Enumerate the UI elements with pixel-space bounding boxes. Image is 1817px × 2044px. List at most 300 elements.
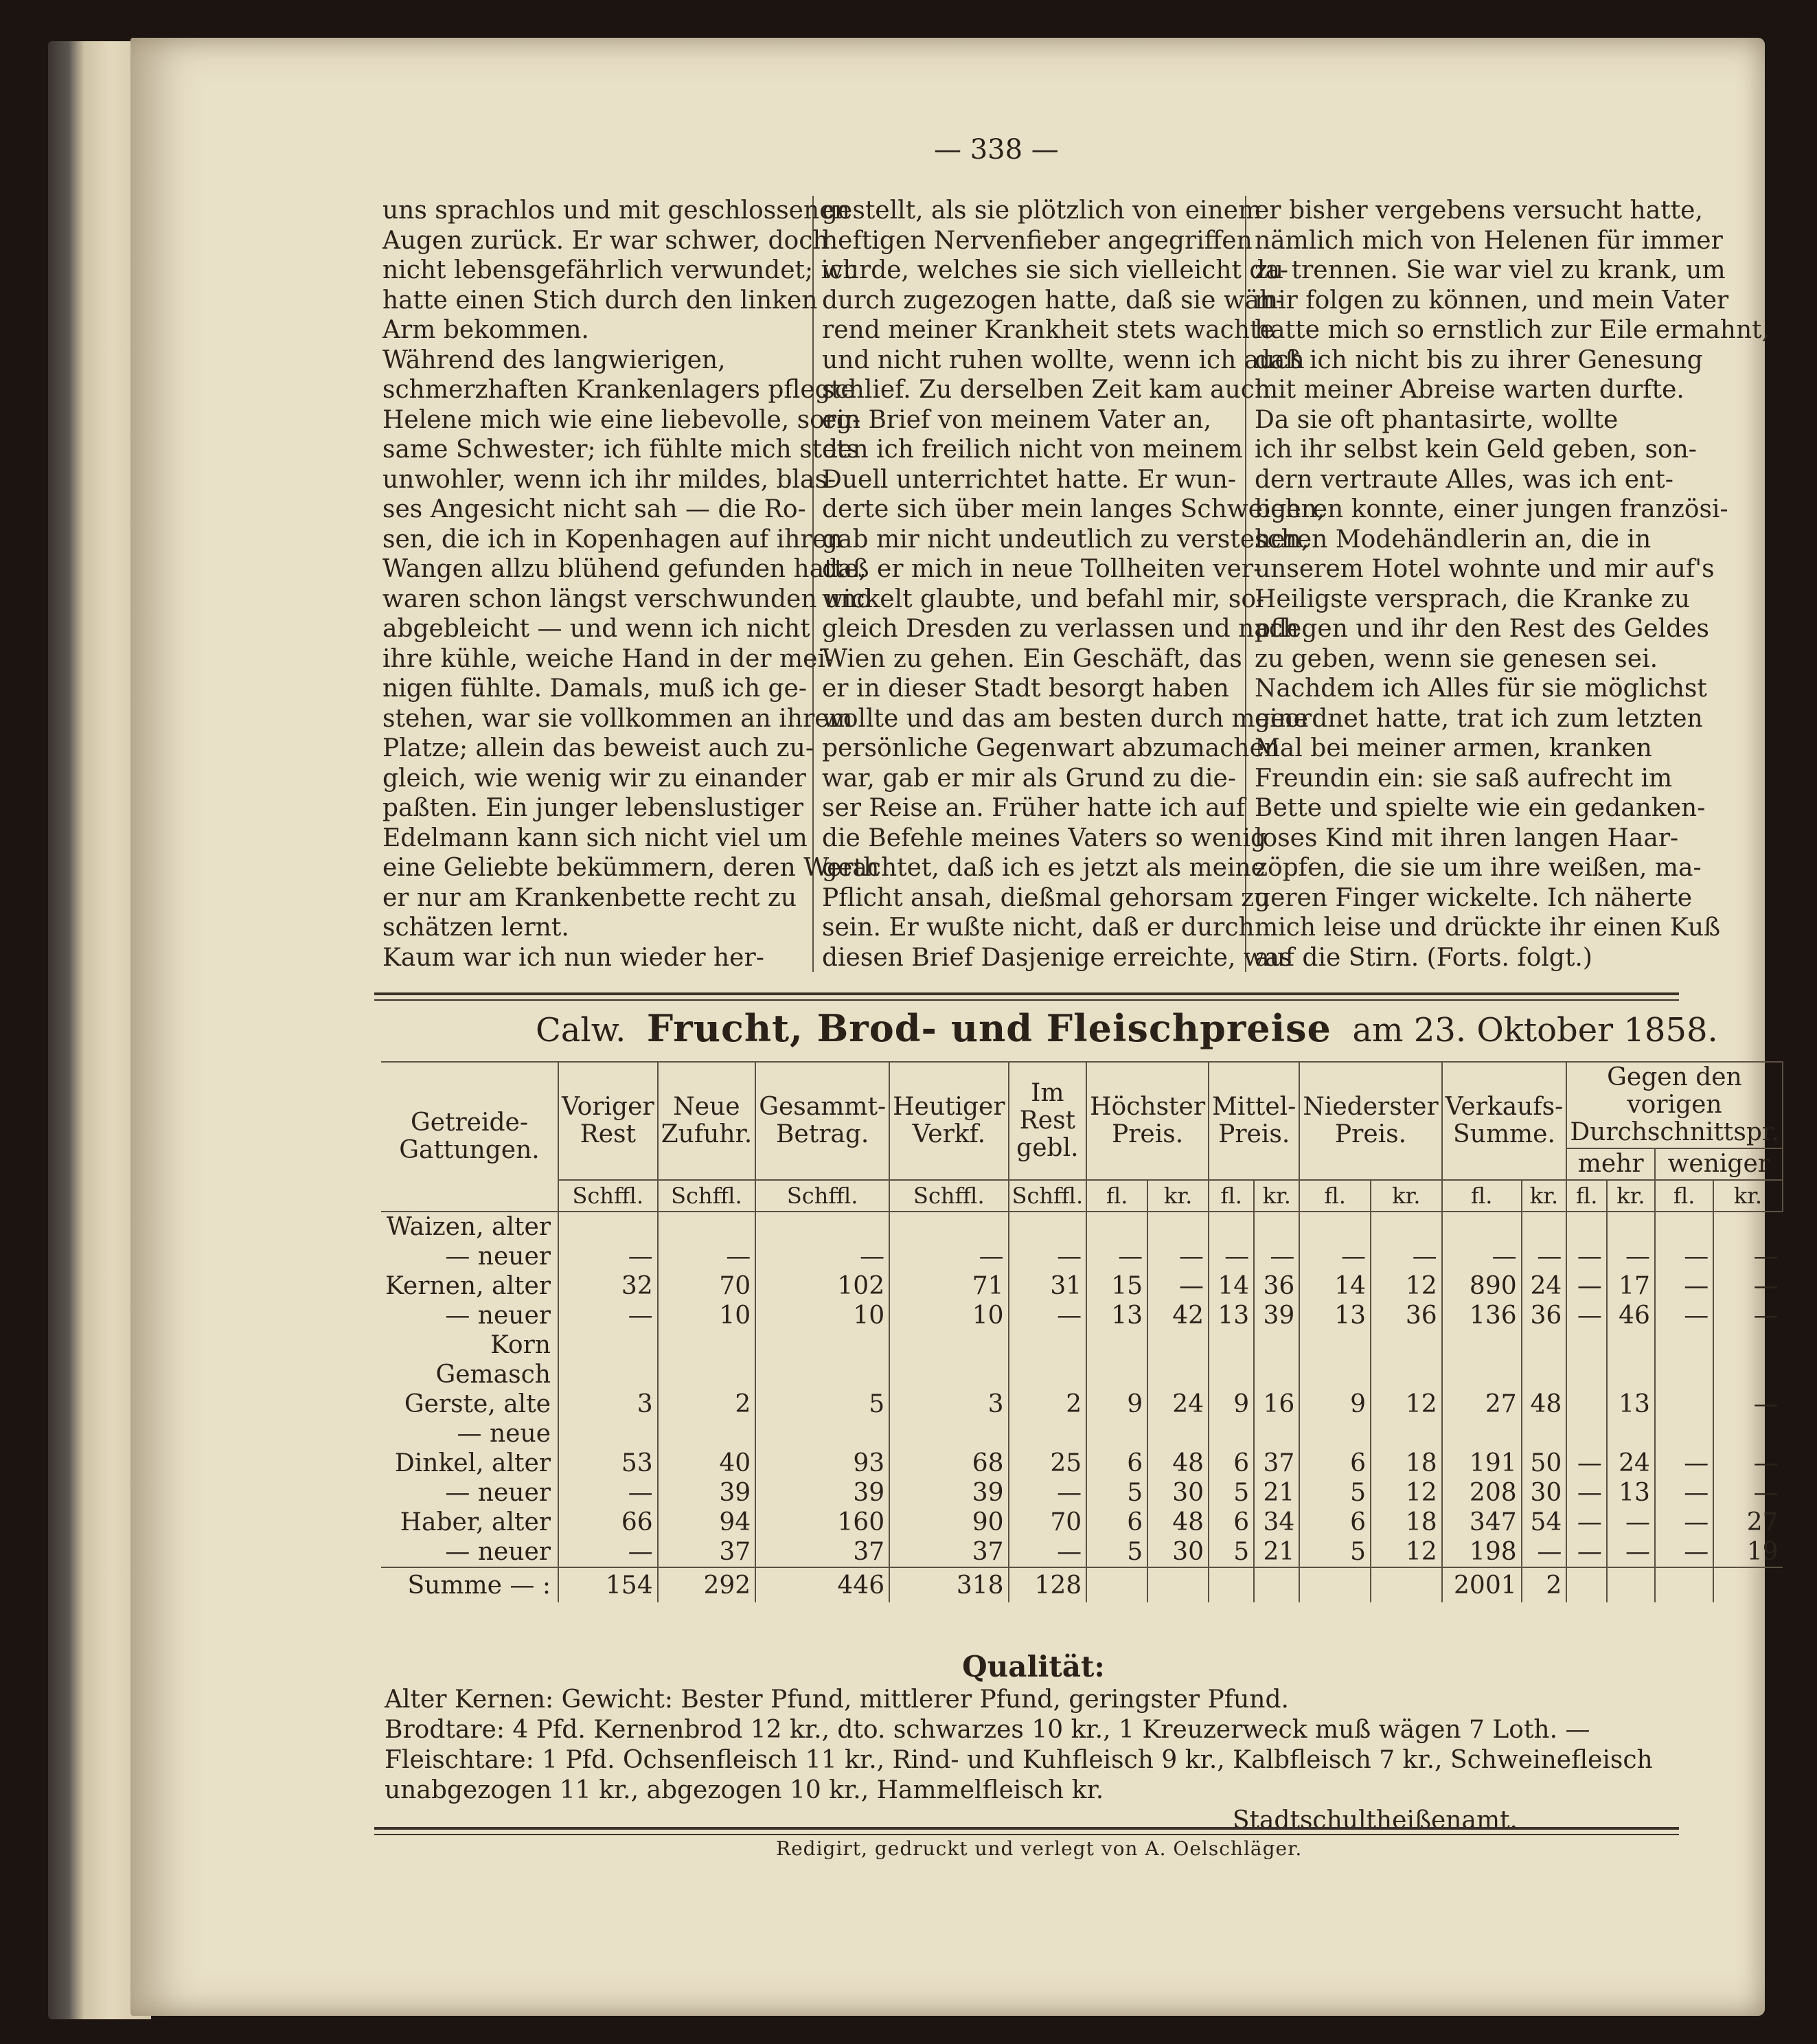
text-line: Nachdem ich Alles für sie möglichst xyxy=(1255,674,1707,703)
table-cell: 17 xyxy=(1607,1271,1655,1301)
text-line: stehen, war sie vollkommen an ihrem xyxy=(382,704,853,733)
table-cell: 5 xyxy=(1086,1478,1147,1508)
table-cell: 46 xyxy=(1607,1301,1655,1330)
text-line: loses Kind mit ihren langen Haar- xyxy=(1255,824,1679,852)
text-line: derte sich über mein langes Schweigen, xyxy=(822,495,1325,523)
text-line: Da sie oft phantasirte, wollte xyxy=(1255,405,1619,434)
table-cell xyxy=(1713,1419,1782,1449)
table-cell: 2 xyxy=(658,1389,756,1419)
table-cell xyxy=(1371,1360,1442,1389)
header-sales-total: Verkaufs-Summe. xyxy=(1442,1062,1567,1180)
table-row xyxy=(381,1330,1783,1360)
table-cell xyxy=(1655,1419,1713,1449)
table-cell xyxy=(889,1419,1008,1449)
table-cell: 39 xyxy=(889,1478,1008,1508)
text-line: Bette und spielte wie ein gedanken- xyxy=(1255,794,1706,822)
text-line: Freundin ein: sie saß aufrecht im xyxy=(1255,764,1673,793)
table-cell: — xyxy=(1209,1242,1254,1271)
unit-header: fl. xyxy=(1086,1180,1147,1212)
unit-header: kr. xyxy=(1371,1180,1442,1212)
table-cell: 5 xyxy=(1299,1478,1371,1508)
table-cell: 160 xyxy=(755,1508,889,1537)
sum-row xyxy=(381,1567,1783,1602)
text-line: durch zugezogen hatte, daß sie wäh- xyxy=(822,286,1284,315)
unit-header: fl. xyxy=(1566,1180,1607,1212)
text-line: sein. Er wußte nicht, daß er durch xyxy=(822,913,1255,942)
table-cell: 34 xyxy=(1254,1508,1299,1537)
table-cell: 21 xyxy=(1254,1537,1299,1567)
table-cell: 39 xyxy=(1254,1301,1299,1330)
table-cell: 9 xyxy=(1086,1389,1147,1419)
table-cell: 54 xyxy=(1522,1508,1567,1537)
table-cell xyxy=(1086,1330,1147,1360)
table-cell: 14 xyxy=(1209,1271,1254,1301)
table-cell xyxy=(1607,1212,1655,1242)
sum-cell xyxy=(1147,1567,1209,1602)
text-line: daß er mich in neue Tollheiten ver- xyxy=(822,555,1262,583)
table-cell xyxy=(1607,1419,1655,1449)
sum-cell: 318 xyxy=(889,1567,1008,1602)
table-cell xyxy=(1522,1360,1567,1389)
grain-name: — neue xyxy=(457,1420,551,1448)
table-cell xyxy=(1147,1212,1209,1242)
table-cell: — xyxy=(1655,1537,1713,1567)
text-line: nigen fühlte. Damals, muß ich ge- xyxy=(382,674,807,703)
unit-header: kr. xyxy=(1713,1180,1782,1212)
table-cell: — xyxy=(1009,1537,1087,1567)
text-line: gab mir nicht undeutlich zu verstehen, xyxy=(822,525,1310,554)
table-cell: — xyxy=(1566,1449,1607,1478)
table-cell: — xyxy=(889,1242,1008,1271)
table-cell: 53 xyxy=(558,1449,658,1478)
table-cell: 18 xyxy=(1371,1449,1442,1478)
table-row xyxy=(381,1478,1783,1508)
table-cell xyxy=(1607,1360,1655,1389)
table-cell: 68 xyxy=(889,1449,1008,1478)
table-row xyxy=(381,1449,1783,1478)
text-line: gestellt, als sie plötzlich von einem xyxy=(822,196,1262,225)
table-cell xyxy=(1522,1212,1567,1242)
table-cell xyxy=(755,1330,889,1360)
sum-cell xyxy=(1566,1567,1607,1602)
header-more: mehr xyxy=(1566,1148,1655,1180)
table-cell: 9 xyxy=(1299,1389,1371,1419)
table-cell: 890 xyxy=(1442,1271,1522,1301)
text-line: Während des langwierigen, xyxy=(382,345,726,374)
table-cell: 2 xyxy=(1009,1389,1087,1419)
table-cell xyxy=(1009,1360,1087,1389)
header-lowest-price: Niederster Preis. xyxy=(1299,1062,1441,1180)
text-line: ihre kühle, weiche Hand in der mei- xyxy=(382,644,834,673)
header-sold-today: Heutiger Verkf. xyxy=(889,1062,1008,1180)
table-cell xyxy=(558,1419,658,1449)
text-line: daß ich nicht bis zu ihrer Genesung xyxy=(1255,345,1703,374)
table-cell: 208 xyxy=(1442,1478,1522,1508)
table-cell xyxy=(1009,1212,1087,1242)
table-row xyxy=(381,1537,1783,1567)
table-cell xyxy=(1371,1330,1442,1360)
table-cell: — xyxy=(1713,1389,1782,1419)
table-cell: 30 xyxy=(1147,1537,1209,1567)
table-cell: 66 xyxy=(558,1508,658,1537)
table-row xyxy=(381,1389,1783,1419)
table-cell: — xyxy=(1147,1271,1209,1301)
text-line: die Befehle meines Vaters so wenig xyxy=(822,824,1267,852)
table-cell: 13 xyxy=(1209,1301,1254,1330)
table-cell: — xyxy=(1655,1301,1713,1330)
sum-cell: 128 xyxy=(1009,1567,1087,1602)
text-line: Mal bei meiner armen, kranken xyxy=(1255,734,1652,762)
table-cell: 50 xyxy=(1522,1449,1567,1478)
table-cell: 13 xyxy=(1299,1301,1371,1330)
text-line: schen Modehändlerin an, die in xyxy=(1255,525,1652,554)
meat-tariff: Fleischtare: 1 Pfd. Ochsenfleisch 11 kr., Rind- und Kuhfleisch 9 kr., Kalbfleisch 7 kr., Schweinefleisch xyxy=(385,1746,1653,1774)
text-line: Pflicht ansah, dießmal gehorsam zu xyxy=(822,883,1270,912)
table-cell: — xyxy=(1566,1478,1607,1508)
unit-header: Schffl. xyxy=(889,1180,1008,1212)
sum-cell xyxy=(1086,1567,1147,1602)
text-line: sen, die ich in Kopenhagen auf ihren xyxy=(382,525,843,554)
table-cell: 12 xyxy=(1371,1537,1442,1567)
table-cell: 13 xyxy=(1607,1478,1655,1508)
title-date: am 23. Oktober 1858. xyxy=(1352,1011,1718,1049)
table-cell xyxy=(1607,1330,1655,1360)
unit-header: Schffl. xyxy=(755,1180,889,1212)
table-cell xyxy=(1254,1212,1299,1242)
sum-cell xyxy=(1299,1567,1371,1602)
text-line: abgebleicht — und wenn ich nicht xyxy=(382,615,810,643)
table-cell: — xyxy=(1566,1508,1607,1537)
grain-name: Waizen, alter xyxy=(386,1213,551,1241)
unit-header: kr. xyxy=(1522,1180,1567,1212)
table-cell xyxy=(1209,1212,1254,1242)
table-cell xyxy=(1254,1419,1299,1449)
text-line: mit meiner Abreise warten durfte. xyxy=(1255,376,1684,404)
table-cell xyxy=(1147,1330,1209,1360)
table-cell: 13 xyxy=(1086,1301,1147,1330)
text-line: Duell unterrichtet hatte. Er wun- xyxy=(822,465,1236,494)
price-table-title xyxy=(536,1006,1718,1050)
table-cell: 70 xyxy=(658,1271,756,1301)
table-cell: 6 xyxy=(1299,1508,1371,1537)
table-cell: — xyxy=(1086,1242,1147,1271)
grain-name: — neuer xyxy=(445,1302,551,1330)
text-line: geren Finger wickelte. Ich näherte xyxy=(1255,883,1693,912)
text-line: unwohler, wenn ich ihr mildes, blas- xyxy=(382,465,836,494)
table-cell: 10 xyxy=(755,1301,889,1330)
text-line: pflegen und ihr den Rest des Geldes xyxy=(1255,615,1709,643)
table-cell xyxy=(658,1419,756,1449)
table-cell xyxy=(1147,1419,1209,1449)
grain-name: Dinkel, alter xyxy=(394,1449,551,1477)
table-cell xyxy=(1086,1360,1147,1389)
table-cell: — xyxy=(1607,1508,1655,1537)
table-row xyxy=(381,1360,1783,1389)
quality-section xyxy=(385,1652,1682,1836)
text-column-2 xyxy=(814,196,1325,972)
sum-cell xyxy=(1209,1567,1254,1602)
table-cell: 24 xyxy=(1522,1271,1567,1301)
text-line: mich leise und drückte ihr einen Kuß xyxy=(1255,913,1721,942)
table-cell xyxy=(1371,1419,1442,1449)
table-cell xyxy=(1299,1419,1371,1449)
table-cell: 70 xyxy=(1009,1508,1087,1537)
table-cell: 3 xyxy=(558,1389,658,1419)
table-cell: — xyxy=(1009,1242,1087,1271)
table-cell: 13 xyxy=(1607,1389,1655,1419)
text-line: mir folgen zu können, und mein Vater xyxy=(1255,286,1729,315)
table-cell: — xyxy=(1009,1301,1087,1330)
text-line: zu trennen. Sie war viel zu krank, um xyxy=(1255,256,1726,284)
title-heading: Frucht, Brod- und Fleischpreise xyxy=(646,1006,1332,1050)
unit-header: fl. xyxy=(1209,1180,1254,1212)
text-line: persönliche Gegenwart abzumachen xyxy=(822,734,1281,762)
table-cell: 42 xyxy=(1147,1301,1209,1330)
table-cell: — xyxy=(1522,1242,1567,1271)
grain-name: Kernen, alter xyxy=(385,1272,551,1300)
text-line: Wien zu gehen. Ein Geschäft, das xyxy=(822,644,1242,673)
table-cell: 32 xyxy=(558,1271,658,1301)
text-columns xyxy=(374,196,1770,972)
text-line: nicht lebensgefährlich verwundet; ich xyxy=(382,256,859,284)
header-previous-rest: Voriger Rest xyxy=(558,1062,658,1180)
sum-cell xyxy=(1607,1567,1655,1602)
table-cell xyxy=(1209,1330,1254,1360)
table-cell: 15 xyxy=(1086,1271,1147,1301)
table-cell xyxy=(658,1330,756,1360)
text-line: er nur am Krankenbette recht zu xyxy=(382,883,797,912)
table-cell: — xyxy=(1566,1537,1607,1567)
text-line: Augen zurück. Er war schwer, doch xyxy=(382,226,829,255)
text-line: wurde, welches sie sich vielleicht da- xyxy=(822,256,1289,284)
text-line: wollte und das am besten durch meine xyxy=(822,704,1308,733)
text-line: nämlich mich von Helenen für immer xyxy=(1255,226,1723,255)
table-cell: — xyxy=(558,1301,658,1330)
text-line: uns sprachlos und mit geschlossenen xyxy=(382,196,850,225)
text-line: heftigen Nervenfieber angegriffen xyxy=(822,226,1253,255)
text-line: hatte mich so ernstlich zur Eile ermahnt, xyxy=(1255,316,1770,344)
table-row xyxy=(381,1242,1783,1271)
table-cell xyxy=(1522,1330,1567,1360)
table-row xyxy=(381,1271,1783,1301)
text-line: schmerzhaften Krankenlagers pflegte xyxy=(382,376,856,404)
table-cell: 30 xyxy=(1147,1478,1209,1508)
table-cell: 191 xyxy=(1442,1449,1522,1478)
text-line: Helene mich wie eine liebevolle, sorg- xyxy=(382,405,861,434)
quality-line-kernen: Alter Kernen: Gewicht: Bester Pfund, mittlerer Pfund, geringster Pfund. xyxy=(385,1685,1289,1714)
table-cell: — xyxy=(1713,1478,1782,1508)
text-line: paßten. Ein junger lebenslustiger xyxy=(382,794,803,822)
table-cell xyxy=(1566,1389,1607,1419)
table-cell: — xyxy=(1566,1271,1607,1301)
table-cell: — xyxy=(1713,1449,1782,1478)
table-cell: 37 xyxy=(889,1537,1008,1567)
table-cell: 3 xyxy=(889,1389,1008,1419)
page-number: — 338 — xyxy=(934,134,1059,166)
table-cell: — xyxy=(1566,1242,1607,1271)
table-row xyxy=(381,1212,1783,1242)
footer-divider xyxy=(374,1827,1679,1835)
table-cell xyxy=(658,1212,756,1242)
section-divider xyxy=(374,992,1679,1001)
unit-header: Schffl. xyxy=(658,1180,756,1212)
grain-name: Haber, alter xyxy=(400,1508,551,1536)
text-line: auf die Stirn. (Forts. folgt.) xyxy=(1255,943,1592,972)
table-row xyxy=(381,1508,1783,1537)
table-cell xyxy=(1442,1419,1522,1449)
text-line: geordnet hatte, trat ich zum letzten xyxy=(1255,704,1703,733)
table-cell xyxy=(1655,1389,1713,1419)
table-cell xyxy=(558,1212,658,1242)
table-cell: — xyxy=(558,1537,658,1567)
text-line: ich ihr selbst kein Geld geben, son- xyxy=(1255,435,1697,464)
unit-header: kr. xyxy=(1147,1180,1209,1212)
text-line: schätzen lernt. xyxy=(382,913,569,942)
table-cell: — xyxy=(1713,1301,1782,1330)
issuing-office: Stadtschultheißenamt. xyxy=(1232,1806,1518,1835)
unit-header: kr. xyxy=(1254,1180,1299,1212)
table-cell: — xyxy=(1522,1537,1567,1567)
text-line: waren schon längst verschwunden und xyxy=(382,584,873,613)
table-cell: 37 xyxy=(1254,1449,1299,1478)
table-cell xyxy=(1566,1212,1607,1242)
text-line: zu geben, wenn sie genesen sei. xyxy=(1255,644,1658,673)
table-cell: 6 xyxy=(1299,1449,1371,1478)
text-line: behren konnte, einer jungen französi- xyxy=(1255,495,1728,523)
text-line: zöpfen, die sie um ihre weißen, ma- xyxy=(1255,854,1702,882)
table-cell: — xyxy=(1566,1301,1607,1330)
unit-header: kr. xyxy=(1607,1180,1655,1212)
table-cell: 5 xyxy=(1299,1537,1371,1567)
table-cell: 39 xyxy=(755,1478,889,1508)
table-cell: 40 xyxy=(658,1449,756,1478)
text-column-1 xyxy=(374,196,880,972)
table-cell: 198 xyxy=(1442,1537,1522,1567)
text-line: hatte einen Stich durch den linken xyxy=(382,286,818,315)
header-compared-previous: Gegen den vorigen Durchschnittspr. xyxy=(1566,1062,1782,1148)
table-cell: — xyxy=(1254,1242,1299,1271)
text-line: ses Angesicht nicht sah — die Ro- xyxy=(382,495,806,523)
header-grain-type: Getreide-Gattungen. xyxy=(381,1062,558,1212)
text-line: eine Geliebte bekümmern, deren Werth xyxy=(382,854,880,882)
table-cell xyxy=(1442,1212,1522,1242)
price-table xyxy=(381,1061,1783,1602)
table-cell xyxy=(1566,1330,1607,1360)
table-cell: 12 xyxy=(1371,1478,1442,1508)
table-cell: 12 xyxy=(1371,1389,1442,1419)
header-total-amount: Gesammt-Betrag. xyxy=(755,1062,889,1180)
header-new-supply: Neue Zufuhr. xyxy=(658,1062,756,1180)
text-line: den ich freilich nicht von meinem xyxy=(822,435,1243,464)
table-cell: 93 xyxy=(755,1449,889,1478)
table-cell: 39 xyxy=(658,1478,756,1508)
table-cell xyxy=(889,1360,1008,1389)
table-cell xyxy=(1371,1212,1442,1242)
text-line: Wangen allzu blühend gefunden hatte, xyxy=(382,555,867,583)
table-cell xyxy=(1655,1212,1713,1242)
table-cell xyxy=(558,1330,658,1360)
sum-cell: 292 xyxy=(658,1567,756,1602)
table-cell xyxy=(1209,1360,1254,1389)
unit-header: fl. xyxy=(1299,1180,1371,1212)
imprint: Redigirt, gedruckt und verlegt von A. Oelschläger. xyxy=(776,1837,1303,1860)
text-line: ser Reise an. Früher hatte ich auf xyxy=(822,794,1246,822)
sum-cell: 2 xyxy=(1522,1567,1567,1602)
table-cell: 31 xyxy=(1009,1271,1087,1301)
table-cell xyxy=(1009,1419,1087,1449)
table-cell: 19 xyxy=(1713,1537,1782,1567)
text-line: war, gab er mir als Grund zu die- xyxy=(822,764,1237,793)
table-cell: — xyxy=(1655,1271,1713,1301)
grain-name: Korn xyxy=(490,1331,551,1359)
table-cell: 30 xyxy=(1522,1478,1567,1508)
table-cell: — xyxy=(1442,1242,1522,1271)
table-cell xyxy=(1209,1419,1254,1449)
table-cell: — xyxy=(1655,1449,1713,1478)
table-cell: — xyxy=(1607,1537,1655,1567)
table-cell: 6 xyxy=(1209,1449,1254,1478)
table-cell xyxy=(1655,1330,1713,1360)
unit-header: fl. xyxy=(1655,1180,1713,1212)
table-cell xyxy=(755,1212,889,1242)
table-cell: 24 xyxy=(1147,1389,1209,1419)
table-cell: 5 xyxy=(1086,1537,1147,1567)
sum-cell xyxy=(1254,1567,1299,1602)
table-row xyxy=(381,1301,1783,1330)
text-line: er in dieser Stadt besorgt haben xyxy=(822,674,1229,703)
table-cell: 36 xyxy=(1254,1271,1299,1301)
table-cell: 27 xyxy=(1442,1389,1522,1419)
table-cell xyxy=(1009,1330,1087,1360)
text-column-3 xyxy=(1246,196,1770,972)
table-cell: 12 xyxy=(1371,1271,1442,1301)
table-cell: 90 xyxy=(889,1508,1008,1537)
table-cell: — xyxy=(1147,1242,1209,1271)
unit-header: fl. xyxy=(1442,1180,1522,1212)
table-cell xyxy=(889,1212,1008,1242)
table-cell: 6 xyxy=(1086,1449,1147,1478)
text-line: Heiligste versprach, die Kranke zu xyxy=(1255,584,1691,613)
text-line: und nicht ruhen wollte, wenn ich auch xyxy=(822,345,1305,374)
text-line: Kaum war ich nun wieder her- xyxy=(382,943,764,972)
text-line: schlief. Zu derselben Zeit kam auch xyxy=(822,376,1271,404)
sum-label: Summe — : xyxy=(381,1567,558,1602)
sum-cell xyxy=(1713,1567,1782,1602)
table-cell: 48 xyxy=(1522,1389,1567,1419)
table-cell xyxy=(1713,1360,1782,1389)
table-cell xyxy=(755,1360,889,1389)
sum-cell: 154 xyxy=(558,1567,658,1602)
table-cell: 37 xyxy=(755,1537,889,1567)
text-line: gleich Dresden zu verlassen und nach xyxy=(822,615,1299,643)
bread-tariff: Brodtare: 4 Pfd. Kernenbrod 12 kr., dto. schwarzes 10 kr., 1 Kreuzerweck muß wägen 7 Loth. — xyxy=(385,1716,1590,1744)
table-cell xyxy=(1254,1360,1299,1389)
sum-cell: 446 xyxy=(755,1567,889,1602)
table-cell: 18 xyxy=(1371,1508,1442,1537)
grain-name: — neuer xyxy=(445,1242,551,1271)
text-line: Edelmann kann sich nicht viel um xyxy=(382,824,808,852)
table-cell: 6 xyxy=(1209,1508,1254,1537)
grain-name: — neuer xyxy=(445,1538,551,1566)
text-line: wickelt glaubte, und befahl mir, so- xyxy=(822,584,1265,613)
unit-header: Schffl. xyxy=(1009,1180,1087,1212)
header-highest-price: Höchster Preis. xyxy=(1086,1062,1209,1180)
table-cell: 25 xyxy=(1009,1449,1087,1478)
table-cell: 5 xyxy=(1209,1537,1254,1567)
table-cell xyxy=(1299,1212,1371,1242)
text-line: ein Brief von meinem Vater an, xyxy=(822,405,1212,434)
table-cell: 16 xyxy=(1254,1389,1299,1419)
